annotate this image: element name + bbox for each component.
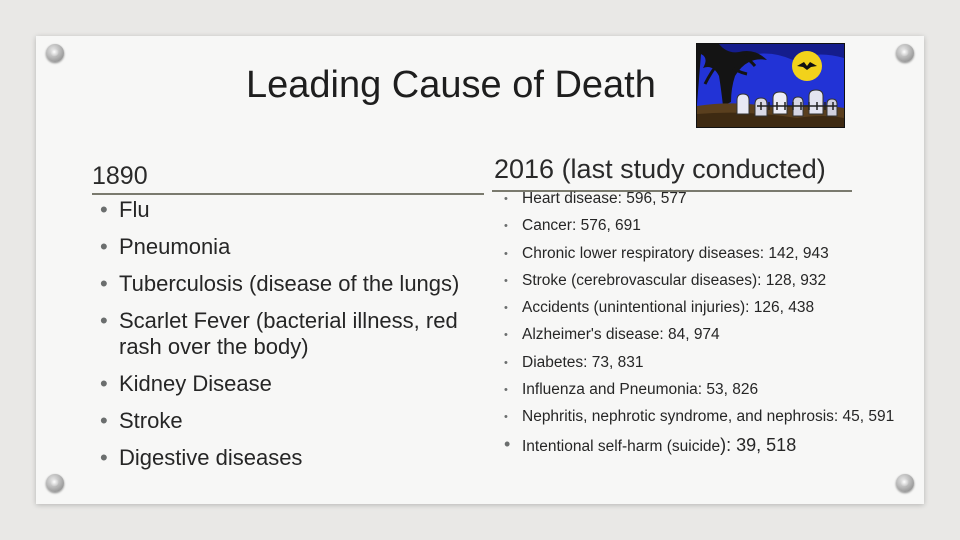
list-item: • Digestive diseases	[100, 445, 303, 470]
pushpin-icon	[896, 474, 914, 492]
bullet-icon: •	[504, 302, 508, 315]
bullet-icon: •	[100, 445, 108, 470]
list-item: • Stroke (cerebrovascular diseases): 128, 932	[504, 271, 827, 289]
list-item: • Kidney Disease	[100, 371, 272, 396]
bullet-icon: •	[100, 308, 108, 333]
bullet-icon: •	[504, 433, 511, 454]
graveyard-clipart	[696, 43, 845, 128]
bullet-icon: •	[100, 371, 108, 396]
pushpin-icon	[46, 44, 64, 62]
list-item: • Influenza and Pneumonia: 53, 826	[504, 381, 759, 399]
right-bullet-list	[504, 189, 954, 462]
list-item-value: ): 39, 518	[720, 434, 797, 455]
slide-title: Leading Cause of Death	[246, 64, 656, 106]
list-item: • Scarlet Fever (bacterial illness, red rash over the body)	[100, 308, 458, 359]
left-column-heading: 1890	[92, 162, 148, 190]
list-item-label: Intentional self-harm (suicide	[522, 437, 721, 455]
left-heading-rule	[92, 193, 484, 195]
bullet-icon: •	[504, 247, 508, 260]
list-item: • Alzheimer's disease: 84, 974	[504, 326, 720, 344]
bullet-icon: •	[100, 271, 108, 296]
bullet-icon: •	[100, 197, 108, 222]
bullet-icon: •	[504, 384, 508, 397]
bullet-icon: •	[100, 234, 108, 259]
list-item: • Diabetes: 73, 831	[504, 353, 644, 371]
bullet-icon: •	[504, 193, 508, 205]
list-item	[504, 435, 954, 462]
bullet-icon: •	[100, 408, 108, 433]
bullet-icon: •	[504, 356, 508, 369]
bullet-icon: •	[504, 274, 508, 287]
bullet-icon: •	[504, 329, 508, 342]
list-item: • Cancer: 576, 691	[504, 217, 641, 235]
list-item: • Heart disease: 596, 577	[504, 190, 687, 207]
list-item: • Accidents (unintentional injuries): 126, 438	[504, 299, 815, 317]
pushpin-icon	[46, 474, 64, 492]
bullet-icon: •	[504, 220, 508, 233]
list-item: • Tuberculosis (disease of the lungs)	[100, 271, 460, 296]
pushpin-icon	[896, 44, 914, 62]
bullet-icon: •	[504, 411, 508, 424]
list-item: • Flu	[100, 197, 150, 222]
left-bullet-list	[100, 197, 470, 482]
list-item: • Nephritis, nephrotic syndrome, and nephrosis: 45, 591	[504, 408, 895, 426]
list-item: • Pneumonia	[100, 234, 231, 259]
right-column-heading: 2016 (last study conducted)	[494, 154, 826, 184]
list-item: • Stroke	[100, 408, 183, 433]
list-item: • Chronic lower respiratory diseases: 142, 943	[504, 244, 829, 262]
